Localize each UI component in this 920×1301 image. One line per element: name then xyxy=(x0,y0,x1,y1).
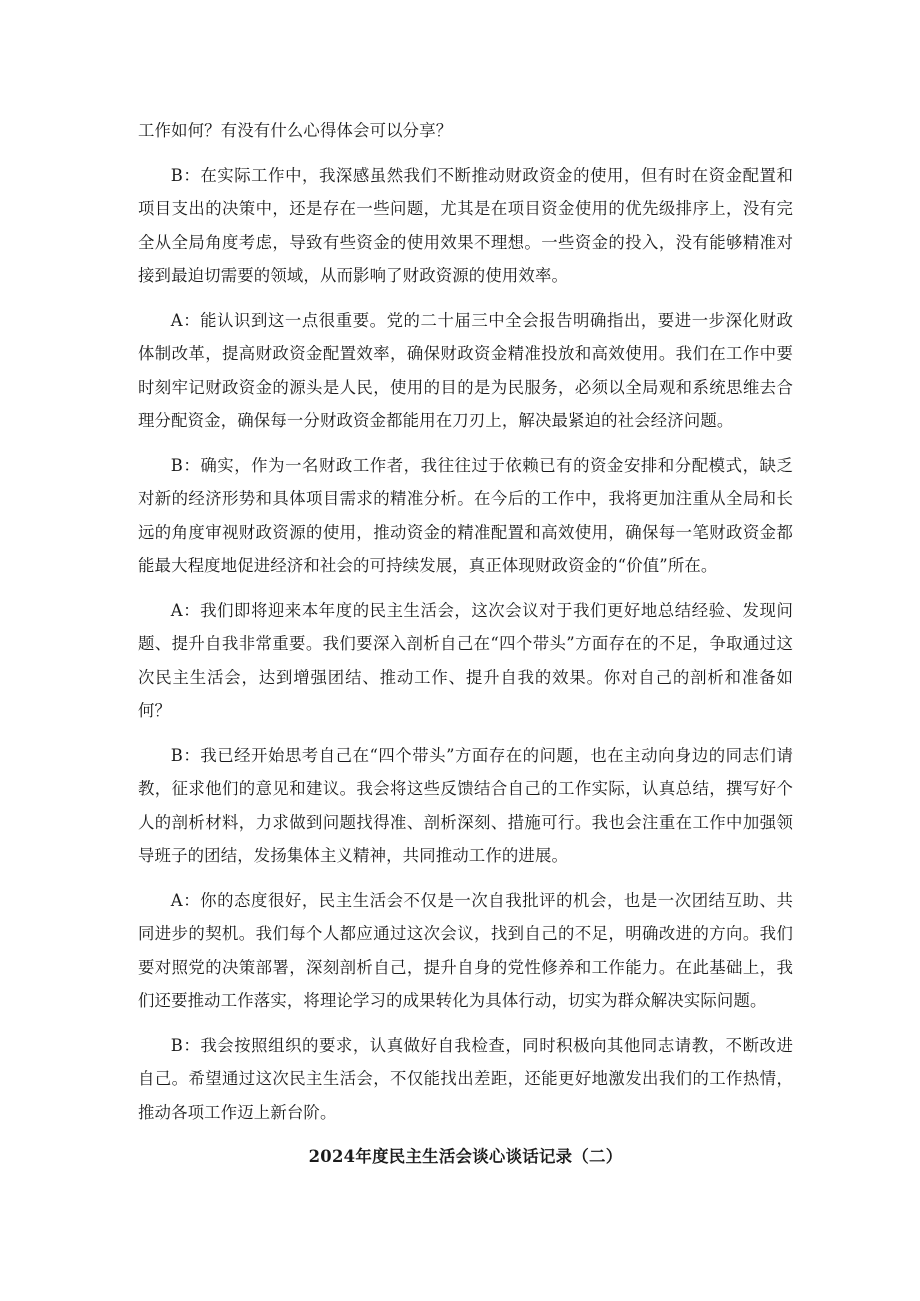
paragraph-b-2: B：确实，作为一名财政工作者，我往往过于依赖已有的资金安排和分配模式，缺乏对新的经济形势和具体项目需求的精准分析。在今后的工作中，我将更加注重从全局和长远的角度审视财政资源的使用，推动资金的精准配置和高效使用，确保每一笔财政资金都能最大程度地促进经济和社会的可持续发展，真正体现财政资金的“价值”所在。 xyxy=(138,455,793,575)
paragraph-a-3: A：你的态度很好，民主生活会不仅是一次自我批评的机会，也是一次团结互助、共同进步的契机。我们每个人都应通过这次会议，找到自己的不足，明确改进的方向。我们要对照党的决策部署，深刻剖析自己，提升自身的党性修养和工作能力。在此基础上，我们还要推动工作落实，将理论学习的成果转化为具体行动，切实为群众解决实际问题。 xyxy=(138,890,793,1010)
document-body xyxy=(138,114,793,1174)
paragraph-b-4: B：我会按照组织的要求，认真做好自我检查，同时积极向其他同志请教，不断改进自己。希望通过这次民主生活会，不仅能找出差距，还能更好地激发出我们的工作热情，推动各项工作迈上新台阶。 xyxy=(138,1035,793,1122)
section-heading: 2024年度民主生活会谈心谈话记录（二） xyxy=(308,1147,623,1166)
paragraph-a-1: A：能认识到这一点很重要。党的二十届三中全会报告明确指出，要进一步深化财政体制改革，提高财政资金配置效率，确保财政资金精准投放和高效使用。我们在工作中要时刻牢记财政资金的源头是人民，使用的目的是为民服务，必须以全局观和系统思维去合理分配资金，确保每一分财政资金都能用在刀刃上，解决最紧迫的社会经济问题。 xyxy=(138,310,793,430)
paragraph-a-2: A：我们即将迎来本年度的民主生活会，这次会议对于我们更好地总结经验、发现问题、提升自我非常重要。我们要深入剖析自己在“四个带头”方面存在的不足，争取通过这次民主生活会，达到增强团结、推动工作、提升自我的效果。你对自己的剖析和准备如何？ xyxy=(138,600,793,720)
paragraph-b-1: B：在实际工作中，我深感虽然我们不断推动财政资金的使用，但有时在资金配置和项目支出的决策中，还是存在一些问题，尤其是在项目资金使用的优先级排序上，没有完全从全局角度考虑，导致有些资金的使用效果不理想。一些资金的投入，没有能够精准对接到最迫切需要的领域，从而影响了财政资源的使用效率。 xyxy=(138,165,793,285)
paragraph-b-3: B：我已经开始思考自己在“四个带头”方面存在的问题，也在主动向身边的同志们请教，征求他们的意见和建议。我会将这些反馈结合自己的工作实际，认真总结，撰写好个人的剖析材料，力求做到问题找得准、剖析深刻、措施可行。我也会注重在工作中加强领导班子的团结，发扬集体主义精神，共同推动工作的进展。 xyxy=(138,745,793,865)
paragraph-continuation: 工作如何？有没有什么心得体会可以分享？ xyxy=(138,121,453,140)
